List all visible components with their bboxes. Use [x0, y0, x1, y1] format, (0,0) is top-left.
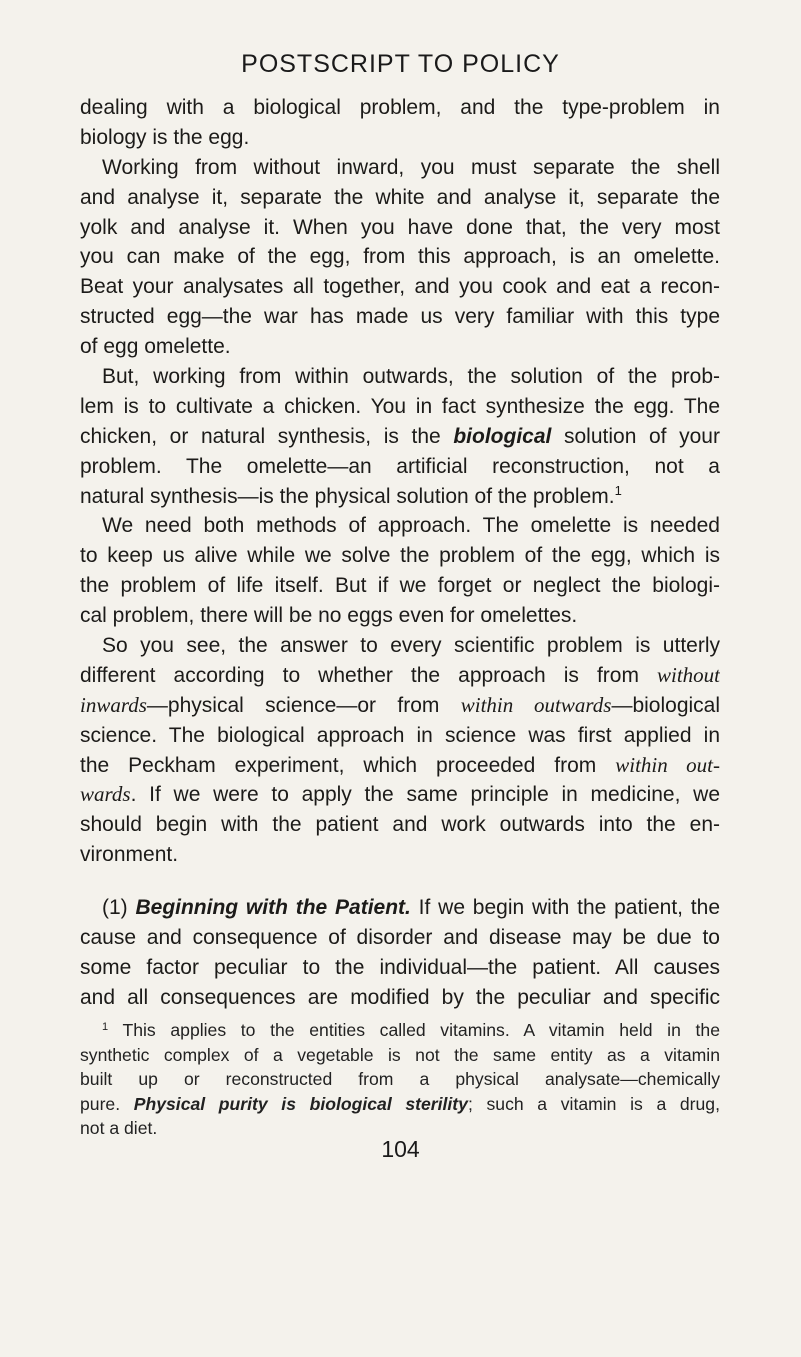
text-line: and analyse it, separate the white and analyse it, separate the	[80, 185, 720, 209]
text-run: different according to whether the approach is from	[80, 663, 657, 687]
page-number: 104	[381, 1136, 420, 1162]
text-run: If we begin with the patient, the	[410, 896, 720, 920]
footnote-line	[80, 1018, 720, 1043]
text-line	[80, 780, 720, 810]
text-line	[80, 691, 720, 721]
text-line: and all consequences are modified by the peculiar and specific	[80, 985, 720, 1009]
text-line: dealing with a biological problem, and the type-problem in	[80, 96, 720, 119]
text-line: But, working from within outwards, the solution of the prob-	[102, 365, 720, 389]
text-line: lem is to cultivate a chicken. You in fact synthesize the egg. The	[80, 394, 720, 418]
italic-emphasis: inwards	[80, 692, 147, 717]
text-line: of egg omelette.	[80, 335, 231, 359]
text-run: pure.	[80, 1093, 134, 1114]
text-line: biology is the egg.	[80, 125, 250, 149]
footnote	[80, 1018, 720, 1141]
text-line: some factor peculiar to the individual—the patient. All causes	[80, 955, 720, 979]
text-line: Working from without inward, you must separate the shell	[102, 155, 720, 179]
text-line: So you see, the answer to every scientific problem is utterly	[102, 634, 720, 658]
text-run: —biological	[611, 693, 720, 717]
text-run: . If we were to apply the same principle in medicine, we	[130, 783, 720, 807]
text-line: should begin with the patient and work outwards into the en-	[80, 813, 720, 837]
text-run: natural synthesis—is the physical solution of the problem.	[80, 484, 615, 508]
text-line	[80, 482, 720, 512]
text-run: the Peckham experiment, which proceeded from	[80, 753, 616, 777]
text-line	[80, 893, 720, 923]
text-line: cause and consequence of disorder and disease may be due to	[80, 926, 720, 950]
footnote-line	[80, 1092, 720, 1117]
text-line: science. The biological approach in science was first applied in	[80, 723, 720, 747]
text-line	[80, 751, 720, 781]
italic-emphasis: Physical purity is biological sterility	[133, 1093, 468, 1114]
text-line: vironment.	[80, 843, 179, 867]
footnote-mark: 1	[102, 1021, 109, 1033]
footnote-line: not a diet.	[80, 1118, 158, 1139]
text-line: yolk and analyse it. When you have done that, the very most	[80, 215, 720, 239]
paragraph-gap	[80, 870, 720, 893]
text-run: ; such a vitamin is a drug,	[467, 1093, 720, 1114]
running-head: POSTSCRIPT TO POLICY	[241, 50, 560, 78]
body-text	[80, 93, 720, 1013]
text-line: to keep us alive while we solve the problem of the egg, which is	[80, 544, 720, 568]
section-heading: Beginning with the Patient.	[135, 896, 411, 920]
text-line	[80, 422, 720, 452]
italic-emphasis: within outwards	[460, 692, 612, 717]
text-run: —physical science—or from	[146, 693, 461, 717]
text-line: Beat your analysates all together, and you cook and eat a recon-	[80, 275, 720, 299]
text-run: solution of your	[551, 424, 720, 448]
footnote-line: built up or reconstructed from a physical analysate—chemically	[80, 1069, 720, 1090]
text-line: structed egg—the war has made us very familiar with this type	[80, 305, 720, 329]
text-line: cal problem, there will be no eggs even for omelettes.	[80, 604, 578, 628]
footnote-line: synthetic complex of a vegetable is not the same entity as a vitamin	[80, 1044, 720, 1065]
footnote-reference[interactable]: 1	[614, 482, 622, 498]
italic-emphasis: without	[656, 662, 720, 687]
italic-emphasis: biological	[453, 424, 552, 448]
text-line: We need both methods of approach. The omelette is needed	[102, 514, 720, 538]
section-number: (1)	[102, 896, 136, 920]
italic-emphasis: within out-	[615, 752, 720, 777]
text-line	[80, 661, 720, 691]
text-line: the problem of life itself. But if we forget or neglect the biologi-	[80, 574, 720, 598]
text-run: chicken, or natural synthesis, is the	[80, 424, 454, 448]
text-run: This applies to the entities called vitamins. A vitamin held in the	[108, 1020, 720, 1040]
text-line: problem. The omelette—an artificial reconstruction, not a	[80, 454, 720, 478]
text-line: you can make of the egg, from this approach, is an omelette.	[80, 245, 720, 269]
italic-emphasis: wards	[80, 782, 131, 807]
